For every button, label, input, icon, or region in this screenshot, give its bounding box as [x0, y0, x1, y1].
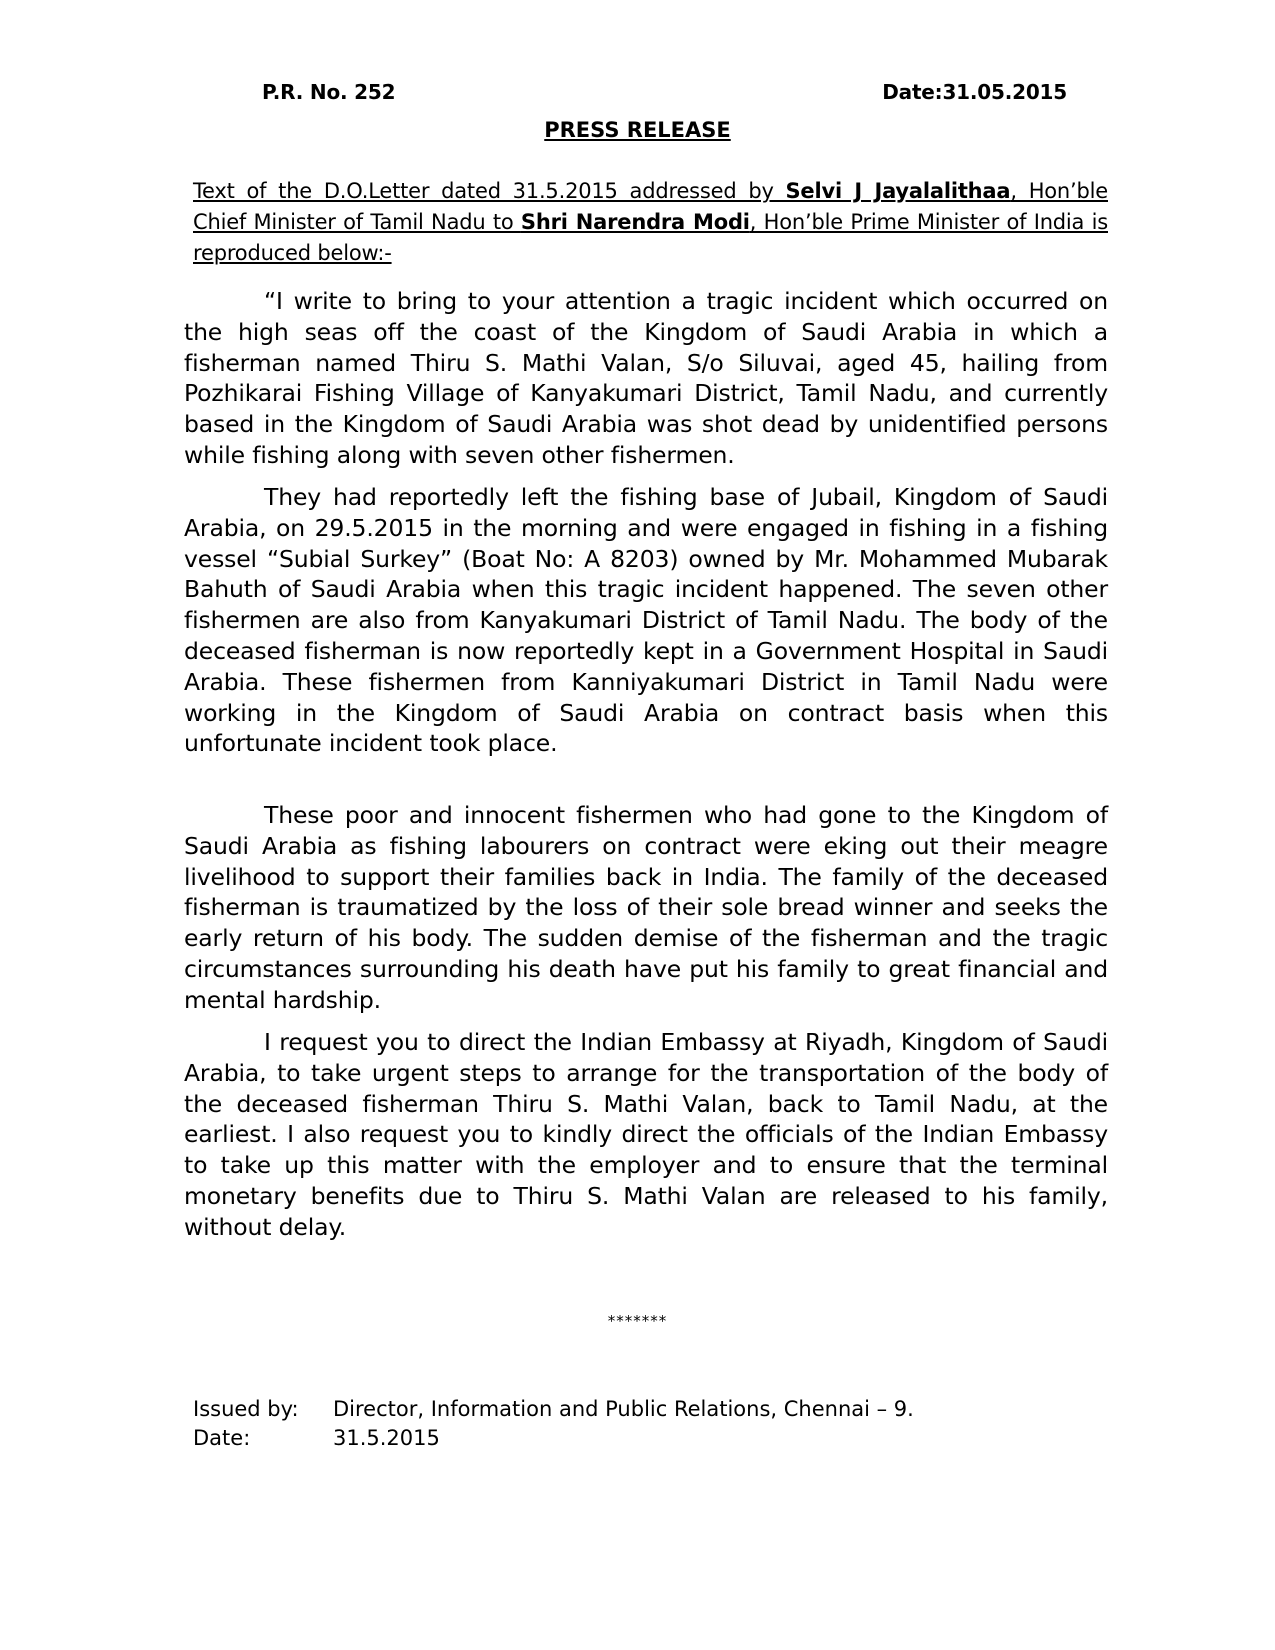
header-date: Date:31.05.2015: [882, 80, 1067, 104]
footer-date-value: 31.5.2015: [333, 1426, 440, 1450]
intro-part-1: Text of the D.O.Letter dated 31.5.2015 addressed by: [193, 179, 786, 203]
author-name: Selvi J Jayalalithaa: [785, 179, 1011, 203]
page-title: PRESS RELEASE: [544, 118, 731, 142]
paragraph-text: They had reportedly left the fishing base of Jubail, Kingdom of Saudi Arabia, on 29.5.2015 in the morning and were engaged in fishing in a fishing vessel “Subial Surkey” (Boat No: A 8203) owned by Mr. Mohammed Mubarak Bahuth of Saudi Arabia when this tragic incident happened. The seven other fishermen are also from Kanyakumari District of Tamil Nadu. The body of the deceased fisherman is now reportedly kept in a Government Hospital in Saudi Arabia. These fishermen from Kanniyakumari District in Tamil Nadu were working in the Kingdom of Saudi Arabia on contract basis when this unfortunate incident took place.: [184, 483, 1108, 758]
letter-paragraph-2: [184, 482, 1108, 759]
letter-paragraph-4: [184, 1027, 1108, 1243]
letter-paragraph-1: [184, 286, 1108, 471]
issued-by-value: Director, Information and Public Relations, Chennai – 9.: [333, 1397, 914, 1421]
recipient-name: Shri Narendra Modi: [520, 210, 750, 234]
issued-by-label: Issued by:: [193, 1397, 299, 1421]
footer-date-row: [193, 1424, 914, 1453]
footer-date-label: Date:: [193, 1426, 251, 1450]
intro-part-3: , Hon’ble Prime Minister of India is reproduced below:-: [193, 210, 1108, 265]
footer: [193, 1395, 914, 1453]
intro-text: [193, 176, 1108, 269]
pr-number: P.R. No. 252: [262, 80, 396, 104]
issued-by-row: [193, 1395, 914, 1424]
paragraph-text: These poor and innocent fishermen who had gone to the Kingdom of Saudi Arabia as fishing labourers on contract were eking out their meagre livelihood to support their families back in India. The family of the deceased fisherman is traumatized by the loss of their sole bread winner and seeks the early return of his body. The sudden demise of the fisherman and the tragic circumstances surrounding his death have put his family to great financial and mental hardship.: [184, 801, 1108, 1014]
paragraph-text: “I write to bring to your attention a tragic incident which occurred on the high seas off the coast of the Kingdom of Saudi Arabia in which a fisherman named Thiru S. Mathi Valan, S/o Siluvai, aged 45, hailing from Pozhikarai Fishing Village of Kanyakumari District, Tamil Nadu, and currently based in the Kingdom of Saudi Arabia was shot dead by unidentified persons while fishing along with seven other fishermen.: [184, 287, 1108, 469]
paragraph-text: I request you to direct the Indian Embassy at Riyadh, Kingdom of Saudi Arabia, to take urgent steps to arrange for the transportation of the body of the deceased fisherman Thiru S. Mathi Valan, back to Tamil Nadu, at the earliest. I also request you to kindly direct the officials of the Indian Embassy to take up this matter with the employer and to ensure that the terminal monetary benefits due to Thiru S. Mathi Valan are released to his family, without delay.: [184, 1028, 1108, 1241]
separator: *******: [607, 1312, 668, 1330]
intro-part-2: , Hon’ble Chief Minister of Tamil Nadu to: [193, 179, 1108, 234]
letter-paragraph-3: [184, 800, 1108, 1016]
